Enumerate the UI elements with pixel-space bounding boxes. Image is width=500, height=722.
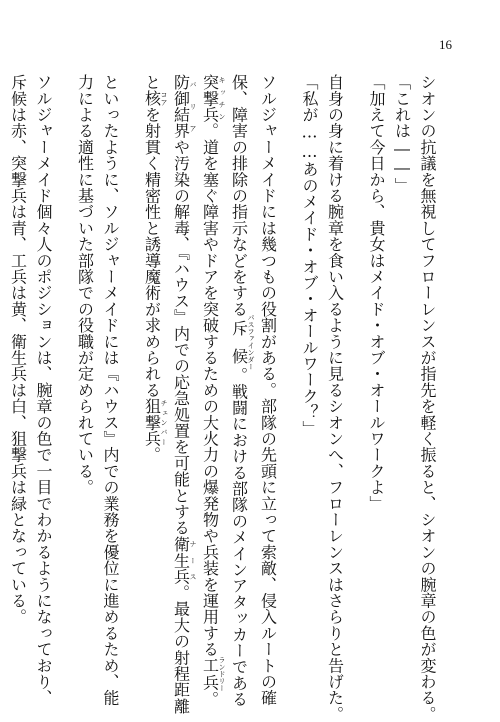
ruby-annotated-word: 防御結界バリア — [171, 74, 197, 139]
text-line — [297, 74, 323, 674]
text-segment: ソルジャーメイドには幾つもの役割がある。部隊の先頭に立って索敵、侵入ルートの確 — [258, 74, 278, 706]
ruby-annotated-word: 核コア — [142, 90, 168, 107]
text-segment: といったように、ソルジャーメイドには『ハウス』内での業務を優位に進めるため、能 — [101, 74, 120, 706]
text-line — [389, 74, 415, 674]
text-segment: 自身の身に着ける腕章を食い入るように見るシオンへ、フローレンスはさらりと告げた。 — [325, 74, 345, 722]
furigana: キッチン — [218, 74, 226, 123]
text-segment: シオンの抗議を無視してフローレンスが指先を軽く振ると、シオンの腕章の色が変わる。 — [418, 74, 437, 722]
text-line — [364, 74, 390, 674]
furigana: パスファインダー — [247, 314, 255, 370]
ruby-annotated-word: 狙撃兵チェンバー — [142, 398, 168, 447]
novel-text-block — [8, 74, 456, 722]
text-segment: を射貫く精密性と誘導魔術が求められる — [142, 106, 162, 399]
text-segment: ソルジャーメイド個々人のポジションは、腕章の色で一目でわかるようになっており、 — [34, 74, 53, 706]
furigana: ランドリー — [218, 656, 226, 692]
text-line — [415, 74, 457, 722]
text-line — [168, 74, 197, 715]
furigana: バリア — [189, 74, 197, 139]
page-number: 16 — [439, 37, 452, 52]
ruby-annotated-word: 工兵ランドリー — [200, 656, 226, 692]
text-line — [72, 74, 98, 674]
text-segment: 保、障害の排除の指示などをする — [229, 74, 249, 317]
text-line — [31, 74, 73, 706]
text-segment: 「私が……あのメイド・オブ・オールワーク？」 — [300, 74, 319, 437]
text-segment: と — [142, 74, 162, 91]
text-segment: 「これは――」 — [392, 74, 412, 194]
text-segment: 。戦闘における部隊のメインアタッカーである — [229, 366, 249, 708]
text-segment: 。 — [142, 446, 162, 463]
text-line — [226, 74, 255, 708]
text-segment: 力による適性に基づいた部隊での役職が定められている。 — [75, 74, 95, 496]
text-segment: 斥候は赤、突撃兵は青、工兵は黄、衛生兵は白、狙撃兵は緑となっている。 — [8, 74, 28, 625]
furigana: チェンバー — [160, 398, 168, 447]
text-line — [322, 74, 364, 722]
ruby-annotated-word: 突撃兵キッチン — [200, 74, 226, 123]
furigana: コア — [160, 90, 168, 107]
ruby-annotated-word: 斥候パスファインダー — [229, 314, 255, 370]
text-line — [255, 74, 297, 706]
furigana: ナース — [189, 535, 197, 585]
ruby-annotated-word: 衛生兵ナース — [171, 535, 197, 585]
text-segment: 。道を塞ぐ障害やドアを突破するための大火力の爆発物や兵装を運用する — [200, 122, 220, 658]
text-line — [197, 74, 226, 708]
text-segment: 。 — [200, 690, 220, 708]
text-segment: や汚染の解毒、『ハウス』内での応急処置を可能とする — [171, 138, 191, 536]
text-segment: 。最大の射程距離 — [171, 584, 191, 715]
text-line — [139, 74, 168, 674]
text-segment: 「加えて今日から、貴女はメイド・オブ・オールワークよ」 — [367, 74, 386, 512]
text-line — [5, 74, 31, 674]
text-line — [98, 74, 140, 706]
